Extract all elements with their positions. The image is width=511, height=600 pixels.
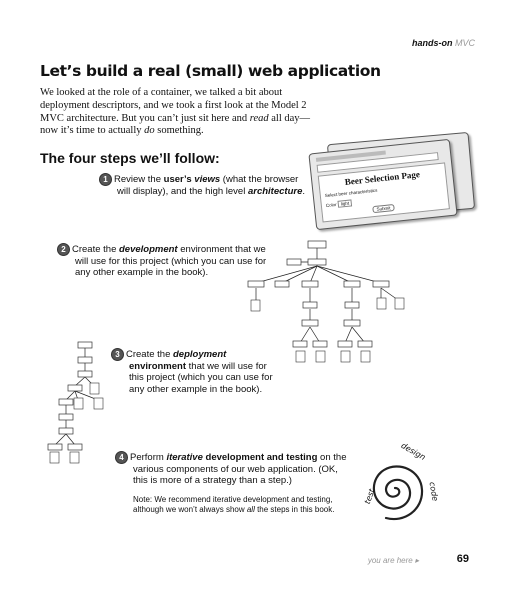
step-bold-italic: deployment [173, 349, 227, 360]
step-bold: user’s [163, 174, 195, 185]
steps-heading: The four steps we’ll follow: [40, 150, 220, 166]
intro-line: deployment descriptors, and we took a first look at the Model 2 [40, 99, 307, 111]
step-text: will use for this project (which you can use for [75, 255, 267, 267]
spiral-label-test: test [362, 487, 377, 506]
step-text: this project (which you can use for [129, 372, 273, 383]
step-text: environment that we [177, 244, 266, 255]
page-title: Let’s build a real (small) web application [40, 62, 381, 80]
spiral-label-code: code [427, 481, 440, 502]
step-text: Perform [130, 452, 167, 463]
intro-text: MVC architecture. But you can’t just sit here and [40, 112, 250, 124]
footer-you-are-here [368, 556, 419, 565]
page-number: 69 [456, 553, 469, 565]
browser-form-label: Select beer characteristics [324, 187, 378, 199]
step-bold-italic: iterative [166, 452, 203, 463]
step-text: various components of our web application. (OK, [133, 463, 338, 475]
step-text: this is more of a strategy than a step.) [133, 475, 292, 486]
step-text: will display), and the high level [117, 185, 248, 197]
intro-line: We looked at the role of a container, we talked a bit about [40, 87, 283, 98]
step-text: Create the [126, 349, 173, 360]
step-text: that we will use for [186, 360, 267, 372]
intro-emphasis: do [144, 125, 155, 137]
intro-text: something. [154, 125, 204, 137]
browser-color-label: Color [325, 201, 337, 209]
browser-color-select: light [337, 199, 352, 207]
running-header-book: hands-on [411, 38, 453, 48]
note-emphasis: all [246, 505, 255, 514]
note-line: Note: We recommend iterative development and testing, [133, 495, 333, 504]
note-text: the steps in this book. [254, 505, 335, 514]
triangle-right-icon: ▸ [414, 556, 419, 565]
step-bold: development and testing [202, 452, 318, 463]
intro-text: all day— [268, 112, 311, 124]
step-text: any other example in the book). [75, 267, 209, 278]
step-bold-italic: architecture [247, 185, 303, 197]
step-text: Create the [72, 244, 119, 255]
running-header-section: MVC [455, 38, 475, 48]
footer-label-text: you are here [367, 556, 413, 565]
step-number-badge: 4 [116, 452, 127, 463]
step-bold-italic: development [119, 244, 178, 255]
browser-page-title: Beer Selection Page [344, 169, 421, 187]
step-bold: environment [129, 360, 187, 372]
intro-text: now it’s time to actually [40, 125, 145, 137]
step-text: on the [317, 452, 347, 463]
step-number-badge: 2 [58, 244, 69, 255]
step-text: . [302, 185, 305, 197]
note-text: although we won’t always show [133, 505, 247, 514]
intro-emphasis: read [249, 112, 269, 124]
step-number-badge: 1 [100, 174, 111, 185]
step-text: Review the [114, 174, 164, 185]
browser-submit-button: Submit [372, 204, 395, 213]
spiral-label-design: design [399, 440, 428, 463]
step-bold-italic: views [194, 174, 221, 185]
step-text: (what the browser [220, 174, 299, 185]
step-text: any other example in the book). [129, 383, 263, 395]
step-number-badge: 3 [112, 349, 123, 360]
